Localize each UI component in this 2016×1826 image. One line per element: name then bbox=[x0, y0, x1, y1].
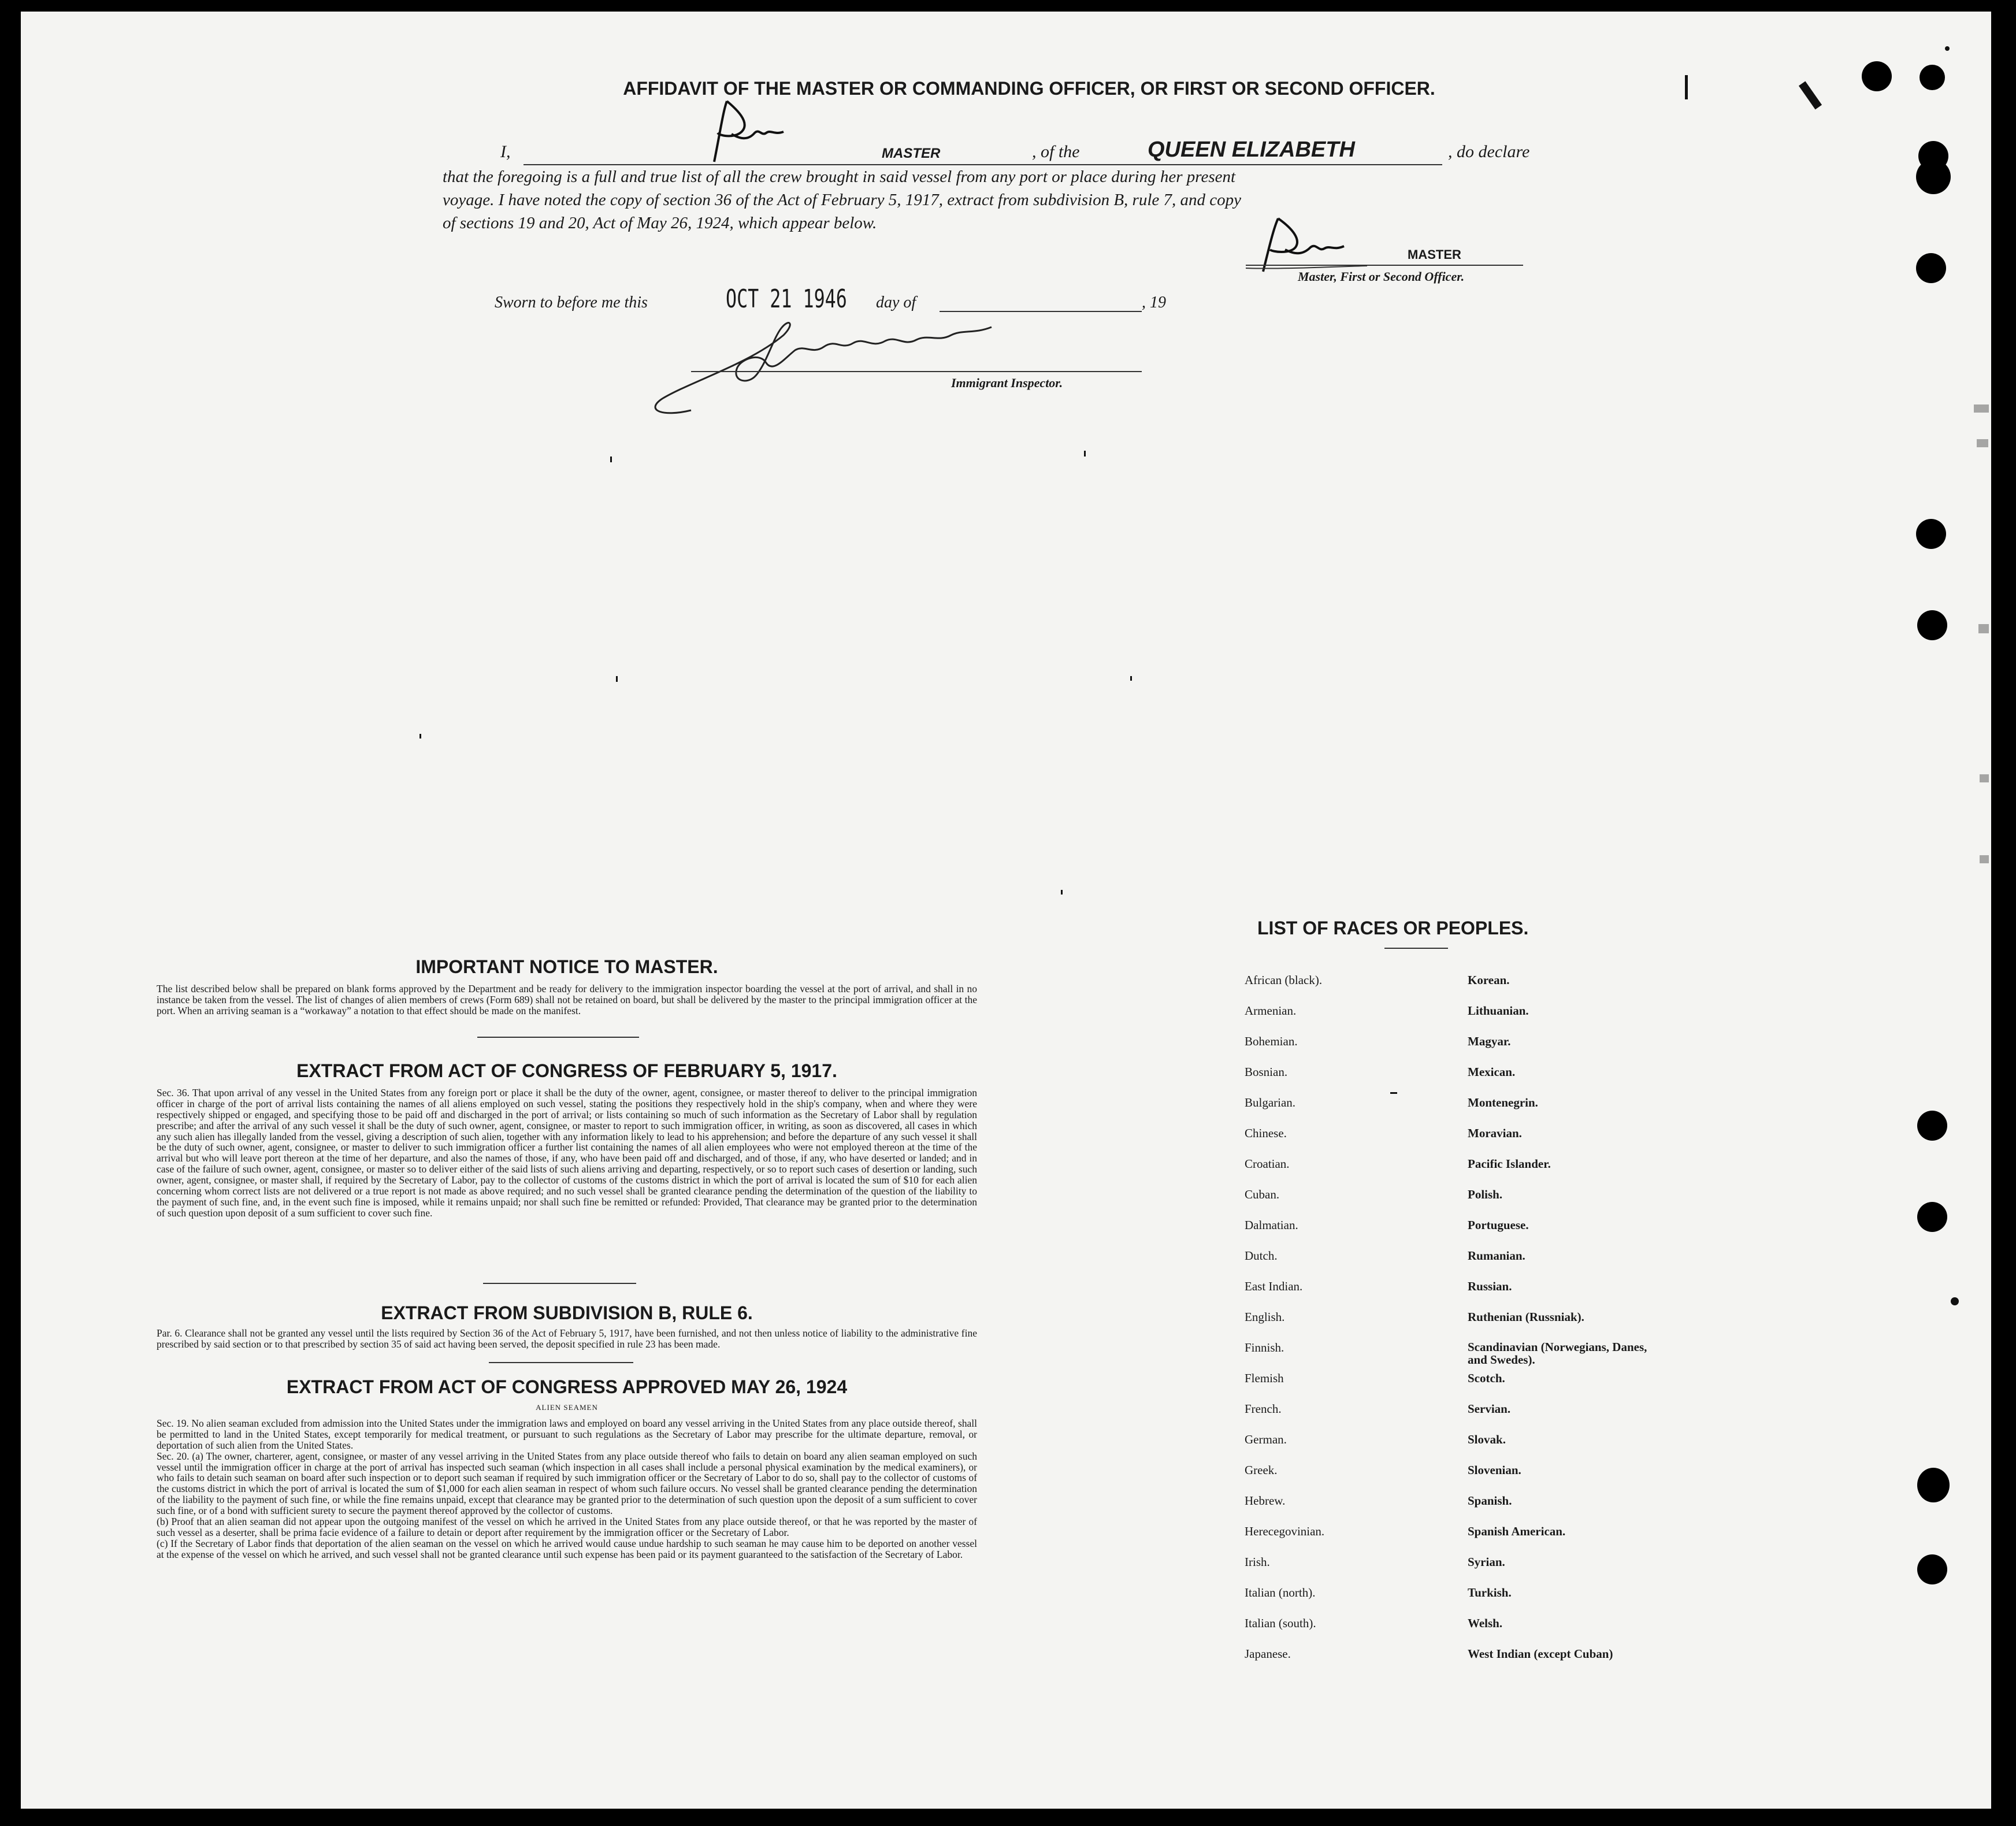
race-item: Irish. bbox=[1245, 1555, 1270, 1569]
race-item: Armenian. bbox=[1245, 1004, 1297, 1018]
race-item: Portuguese. bbox=[1468, 1218, 1529, 1232]
notice-text: The list described below shall be prepared on blank forms approved by the Department and be ready for delivery to the immigration inspector boarding the vessel at the port of arrival, and shall in no instance be taken from the vessel. The list of changes of alien members of crews (Form 689) shall not be retained on board, but shall be delivered by the master to the principal immigration officer at the port. When an arriving seaman is a “workaway” a notation to that effect should be made on the manifest. bbox=[157, 983, 977, 1016]
divider-3 bbox=[489, 1362, 633, 1363]
race-item: Montenegrin. bbox=[1468, 1096, 1538, 1109]
affidavit-line2: that the foregoing is a full and true list of all the crew brought in said vessel from any port or place during her present bbox=[443, 168, 1236, 186]
rule6-title: EXTRACT FROM SUBDIVISION B, RULE 6. bbox=[381, 1302, 753, 1323]
race-item: Welsh. bbox=[1468, 1616, 1503, 1630]
race-item: English. bbox=[1245, 1310, 1285, 1324]
race-item: Moravian. bbox=[1468, 1126, 1522, 1140]
race-item: Syrian. bbox=[1468, 1555, 1505, 1569]
race-item: Slovenian. bbox=[1468, 1463, 1521, 1477]
race-item: Chinese. bbox=[1245, 1126, 1287, 1140]
race-item: French. bbox=[1245, 1402, 1282, 1416]
race-item: Korean. bbox=[1468, 973, 1510, 987]
race-item: Scandinavian (Norwegians, Danes, and Swedes). bbox=[1468, 1340, 1647, 1367]
race-item: Flemish bbox=[1245, 1371, 1284, 1385]
punch-hole bbox=[1916, 159, 1951, 194]
race-item: Japanese. bbox=[1245, 1647, 1291, 1661]
race-item: Mexican. bbox=[1468, 1065, 1516, 1079]
inspector-signature bbox=[622, 312, 1003, 422]
sec20b-text: (b) Proof that an alien seaman did not appear upon the outgoing manifest of the vessel on which he arrived in the United States from any place outside thereof, or that he was reported by the master of such vessel as a deserter, shall be prima facie evidence of a failure to detain or deport after requirement by the immigration officer or the Secretary of Labor. bbox=[157, 1516, 977, 1538]
race-item: Bosnian. bbox=[1245, 1065, 1288, 1079]
declarant-prefix: I, bbox=[500, 142, 511, 161]
race-item: Spanish American. bbox=[1468, 1524, 1566, 1538]
divider-2 bbox=[483, 1283, 636, 1284]
race-item: Polish. bbox=[1468, 1187, 1503, 1201]
sworn-day-of: day of bbox=[876, 294, 916, 311]
affidavit-declarant-line bbox=[500, 139, 1575, 168]
vessel-name: QUEEN ELIZABETH bbox=[1148, 138, 1355, 162]
notice-title: IMPORTANT NOTICE TO MASTER. bbox=[415, 956, 718, 977]
extract-1924-text bbox=[157, 1418, 977, 1560]
affidavit-line3: voyage. I have noted the copy of section 36 of the Act of February 5, 1917, extract from subdivision B, rule 7, and copy bbox=[443, 191, 1242, 209]
date-stamp: OCT 21 1946 bbox=[726, 284, 847, 314]
race-item: East Indian. bbox=[1245, 1279, 1303, 1293]
officer-signature bbox=[1246, 214, 1373, 277]
race-item: Servian. bbox=[1468, 1402, 1511, 1416]
sworn-prefix: Sworn to before me this bbox=[495, 294, 648, 311]
rule6-text: Par. 6. Clearance shall not be granted any vessel until the lists required by Section 36 of the Act of February 5, 1917, have been furnished, and not then unless notice of liability to the administrative fine prescribed by said section or to that prescribed by section 35 of said act having been served, the deposit specified in rule 23 has been made. bbox=[157, 1327, 977, 1350]
race-item: Pacific Islander. bbox=[1468, 1157, 1551, 1171]
sec20a-text: Sec. 20. (a) The owner, charterer, agent, consignee, or master of any vessel arriving in the United States from any place outside thereof who fails to detain on board any alien seaman employed on such vessel until the immigration officer in charge at the port of arrival has inspected such seaman (which inspection in all cases shall include a personal physical examination by the medical examiners), or who fails to detain such seaman on board after such inspection or to deport such seaman if required by such immigration officer or the Secretary of Labor to do so, shall pay to the collector of customs of the customs district in which the port of arrival is located the sum of $1,000 for each alien seaman in respect of whom such failure occurs. No vessel shall be granted clearance pending the determination of the liability to the payment of such fine, or while the fine remains unpaid, except that clearance may be granted prior to the determination of such question upon the deposit of a sum sufficient to cover such fine, or of a bond with sufficient surety to secure the payment thereof approved by the collector of customs. bbox=[157, 1450, 977, 1517]
punch-hole bbox=[1920, 65, 1945, 90]
sec19-text: Sec. 19. No alien seaman excluded from admission into the United States under the immigration laws and employed on board any vessel arriving in the United States from any place outside thereof, shall be permitted to land in the United States, except temporarily for medical treatment, or pursuant to such regulations as the Secretary of Labor may prescribe for the ultimate departure, removal, or deportation of such alien from the United States. bbox=[157, 1417, 977, 1451]
punch-hole bbox=[1917, 610, 1947, 640]
master-signature bbox=[697, 98, 789, 168]
race-item: Italian (south). bbox=[1245, 1616, 1316, 1630]
race-item: Bohemian. bbox=[1245, 1034, 1298, 1048]
sworn-year: , 19 bbox=[1142, 294, 1166, 311]
divider-1 bbox=[477, 1037, 639, 1038]
race-item: Spanish. bbox=[1468, 1494, 1512, 1508]
officer-rank: MASTER bbox=[1408, 247, 1461, 262]
races-title: LIST OF RACES OR PEOPLES. bbox=[1257, 918, 1529, 938]
officer-signature-rule bbox=[1246, 265, 1523, 266]
extract-1924-title: EXTRACT FROM ACT OF CONGRESS APPROVED MAY 26, 1924 bbox=[286, 1376, 848, 1397]
extract-1924-subtitle: ALIEN SEAMEN bbox=[536, 1403, 598, 1412]
punch-hole bbox=[1917, 1468, 1950, 1502]
race-item: Herecegovinian. bbox=[1245, 1524, 1325, 1538]
of-the-label: , of the bbox=[1032, 142, 1080, 161]
declare-label: , do declare bbox=[1448, 142, 1530, 161]
race-item: Cuban. bbox=[1245, 1187, 1280, 1201]
punch-hole bbox=[1916, 519, 1946, 549]
punch-hole bbox=[1916, 253, 1946, 283]
extract-1917-text: Sec. 36. That upon arrival of any vessel in the United States from any foreign port or place it shall be the duty of the owner, agent, consignee, or master thereof to deliver to the principal immigration officer in charge of the port of arrival lists containing the names of all aliens employed on such vessel, stating the positions they respectively hold in the ship's company, when and where they were respectively shipped or engaged, and specifying those to be paid off and discharged in the port of arrival; or lists containing so much of such information as the Secretary of Labor shall by regulation prescribe; and after the arrival of any such vessel it shall be the duty of such owner, agent, consignee, or master to report to such immigration officer, in writing, as soon as discovered, all cases in which any such alien has illegally landed from the vessel, giving a description of such alien, together with any information likely to lead to his apprehension; and before the departure of any such vessel it shall be the duty of such owner, agent, consignee, or master to deliver to such immigration officer a further list containing the names of all alien employees who were not employed thereon at the time of the arrival but who will leave port thereon at the time of her departure, and also the names of those, if any, who have been paid off and discharged, and of those, if any, who have deserted or landed; and in case of the failure of such owner, agent, consignee, or master so to deliver either of the said lists of such aliens arriving and departing, respectively, or so to report such cases of desertion or landing, such owner, agent, consignee, or master shall, if required by the Secretary of Labor, pay to the collector of customs of the customs district in which the port of arrival is located the sum of $10 for each alien concerning whom correct lists are not delivered or a true report is not made as above required; and no such vessel shall be granted clearance pending the determination of the question of the liability to the payment of such fine, and, in the event such fine is imposed, while it remains unpaid; nor shall such fine be remitted or refunded: Provided, That clearance may be granted prior to the determination of such question upon deposit of a sum sufficient to cover such fine. bbox=[157, 1087, 977, 1219]
race-item: Greek. bbox=[1245, 1463, 1278, 1477]
affidavit-title: AFFIDAVIT OF THE MASTER OR COMMANDING OFFICER, OR FIRST OR SECOND OFFICER. bbox=[623, 78, 1435, 99]
race-item: Slovak. bbox=[1468, 1432, 1506, 1446]
race-item: Croatian. bbox=[1245, 1157, 1290, 1171]
inspector-rule bbox=[691, 371, 1142, 372]
race-item: German. bbox=[1245, 1432, 1287, 1446]
race-item: West Indian (except Cuban) bbox=[1468, 1647, 1613, 1661]
races-left-column bbox=[1245, 973, 1324, 1677]
sec20c-text: (c) If the Secretary of Labor finds that deportation of the alien seaman on the vessel on which he arrived would cause undue hardship to such seaman he may cause him to be deported on another vessel at the expense of the vessel on which he arrived, and such vessel shall not be granted clearance until such expense has been paid or its payment guaranteed to the satisfaction of the Secretary of Labor. bbox=[157, 1537, 977, 1560]
race-item: African (black). bbox=[1245, 973, 1323, 987]
race-item: Italian (north). bbox=[1245, 1586, 1316, 1599]
rank-label: MASTER bbox=[882, 146, 941, 161]
officer-caption: Master, First or Second Officer. bbox=[1298, 269, 1465, 284]
inspector-caption: Immigrant Inspector. bbox=[951, 376, 1063, 390]
race-item: Turkish. bbox=[1468, 1586, 1512, 1599]
race-item: Bulgarian. bbox=[1245, 1096, 1296, 1109]
punch-hole bbox=[1862, 61, 1892, 91]
races-right-column bbox=[1468, 973, 1664, 1677]
race-item: Hebrew. bbox=[1245, 1494, 1286, 1508]
punch-hole bbox=[1917, 1111, 1947, 1141]
punch-hole bbox=[1917, 1554, 1947, 1584]
race-item: Lithuanian. bbox=[1468, 1004, 1529, 1018]
races-divider bbox=[1384, 948, 1448, 949]
punch-hole bbox=[1917, 1202, 1947, 1232]
race-item: Finnish. bbox=[1245, 1341, 1284, 1354]
extract-1917-title: EXTRACT FROM ACT OF CONGRESS OF FEBRUARY 5, 1917. bbox=[296, 1060, 837, 1081]
declarant-name-rule bbox=[524, 164, 1442, 165]
affidavit-line4: of sections 19 and 20, Act of May 26, 1924, which appear below. bbox=[443, 214, 877, 232]
race-item: Magyar. bbox=[1468, 1034, 1511, 1048]
race-item: Ruthenian (Russniak). bbox=[1468, 1310, 1584, 1324]
race-item: Scotch. bbox=[1468, 1371, 1505, 1385]
race-item: Dutch. bbox=[1245, 1249, 1278, 1263]
race-item: Dalmatian. bbox=[1245, 1218, 1298, 1232]
document-page bbox=[21, 12, 1991, 1809]
race-item: Russian. bbox=[1468, 1279, 1512, 1293]
race-item: Rumanian. bbox=[1468, 1249, 1525, 1263]
